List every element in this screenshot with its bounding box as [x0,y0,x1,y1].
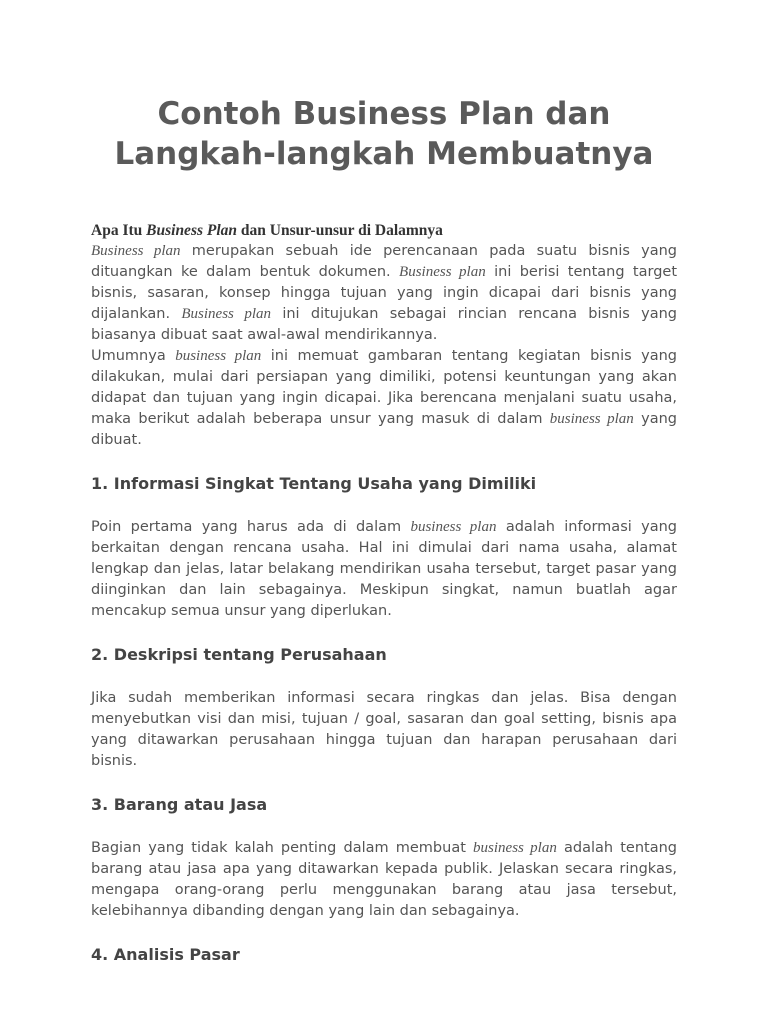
term-business-plan: Business plan [181,306,272,322]
term-business-plan: business plan [410,519,497,535]
page-title: Contoh Business Plan dan Langkah-langkah Membuatnya [114,96,654,172]
section-heading-2: 2. Deskripsi tentang Perusahaan [91,645,387,664]
intro-paragraph-1 [91,241,677,346]
section-heading-1: 1. Informasi Singkat Tentang Usaha yang Dimiliki [91,474,537,493]
term-business-plan: Business plan [91,243,181,259]
section-paragraph-1 [91,517,677,622]
term-business-plan: business plan [175,348,262,364]
text-run: adalah informasi yang berkaitan dengan rencana usaha. Hal ini dimulai dari nama usaha, alamat lengkap dan jelas, latar belakang mendirikan usaha tersebut, target pasar yang diinginkan dan lain sebagainya. Meskipun singkat, namun buatlah agar mencakup semua unsur yang diperlukan. [91,519,677,619]
term-business-plan: business plan [549,411,634,427]
text-run: Umumnya [91,348,176,364]
subheading-emphasis: Business Plan [146,222,238,239]
text-run: yang dibuat. [91,411,677,448]
section-paragraph-2 [91,688,677,772]
text-run: ini memuat gambaran tentang kegiatan bisnis yang dilakukan, mulai dari persiapan yang dimiliki, potensi keuntungan yang akan didapat dan tujuan yang ingin dicapai. Jika berencana menjalani suatu usaha, maka berikut adalah beberapa unsur yang masuk di dalam [91,348,677,427]
text-run: ini ditujukan sebagai rincian rencana bisnis yang biasanya dibuat saat awal-awal mendirikannya. [91,306,678,343]
section-paragraph-3 [91,838,677,922]
subheading-pre: Apa Itu [91,222,147,239]
subheading-post: dan Unsur-unsur di Dalamnya [237,222,443,239]
text-run: ini berisi tentang target bisnis, sasaran, konsep hingga tujuan yang ingin dicapai dari bisnis yang dijalankan. [91,264,678,322]
term-business-plan: Business plan [399,264,486,280]
section-subheading [91,220,677,241]
text-run: Jika sudah memberikan informasi secara ringkas dan jelas. Bisa dengan menyebutkan visi dan misi, tujuan / goal, sasaran dan goal setting, bisnis apa yang ditawarkan perusahaan hingga tujuan dan harapan perusahaan dari bisnis. [91,690,677,769]
text-run: Bagian yang tidak kalah penting dalam membuat [91,840,474,856]
term-business-plan: business plan [473,840,557,856]
section-heading-3: 3. Barang atau Jasa [91,795,268,814]
text-run: Poin pertama yang harus ada di dalam [91,519,411,535]
section-heading-4: 4. Analisis Pasar [91,945,240,964]
intro-paragraph-2 [91,346,677,451]
text-run: merupakan sebuah ide perencanaan pada suatu bisnis yang dituangkan ke dalam bentuk dokumen. [91,243,678,280]
text-run: adalah tentang barang atau jasa apa yang ditawarkan kepada publik. Jelaskan secara ringkas, mengapa orang-orang perlu menggunakan barang atau jasa tersebut, kelebihannya dibanding dengan yang lain dan sebagainya. [91,840,677,919]
